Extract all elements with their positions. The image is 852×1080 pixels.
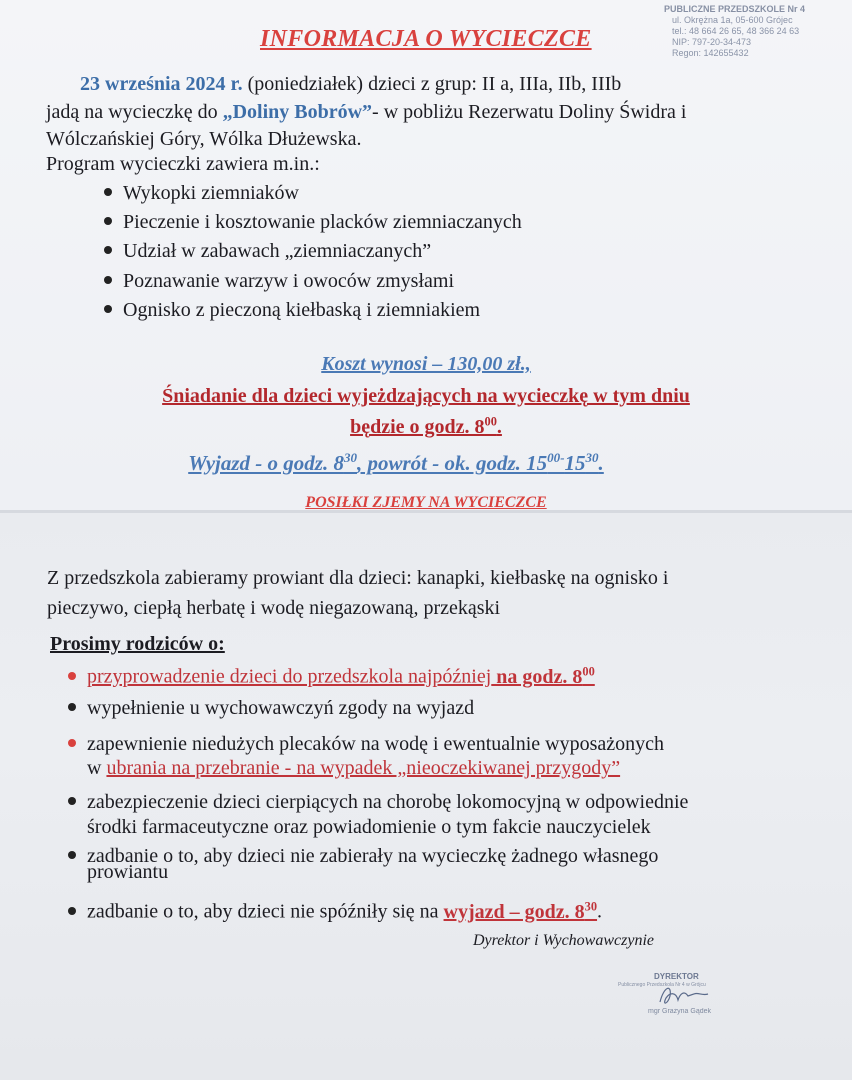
bullet-icon <box>68 739 76 747</box>
intro-line-1 <box>80 73 621 96</box>
cost-line <box>0 353 852 376</box>
stamp-title: PUBLICZNE PRZEDSZKOLE Nr 4 <box>664 4 806 14</box>
stamp-nip: NIP: 797-20-34-473 <box>672 37 752 47</box>
institution-stamp <box>664 4 852 59</box>
meals-text: POSIŁKI ZJEMY NA WYCIECZCE <box>305 494 547 511</box>
request-item: zapewnienie niedużych plecaków na wodę i ewentualnie wyposażonych <box>68 733 664 756</box>
program-item <box>104 299 480 322</box>
intro-line-3: Wólczańskiej Góry, Wólka Dłużewska. <box>46 128 362 150</box>
bullet-icon <box>68 672 76 680</box>
provisions-line-1: Z przedszkola zabieramy prowiant dla dzieci: kanapki, kiełbaskę na ognisko i <box>47 567 669 589</box>
meals-line <box>0 494 852 512</box>
program-heading: Program wycieczki zawiera m.in.: <box>46 153 320 175</box>
request-item: wypełnienie u wychowawczyń zgody na wyjazd <box>68 697 474 720</box>
bullet-icon <box>104 188 112 196</box>
stamp-address: ul. Okrężna 1a, 05-600 Grójec <box>672 15 793 25</box>
program-item-text: Poznawanie warzyw i owoców zmysłami <box>123 270 455 292</box>
intro-text-2b: - w pobliżu Rezerwatu Doliny Świdra i <box>372 101 687 123</box>
intro-text-2a: jadą na wycieczkę do <box>46 101 223 123</box>
intro-text-1: (poniedziałek) dzieci z grup: II a, IIIa, IIb, IIIb <box>242 73 622 95</box>
program-item <box>104 240 431 263</box>
seal-line-1: DYREKTOR <box>654 972 699 981</box>
parents-request-heading: Prosimy rodziców o: <box>50 633 225 655</box>
departure-text: Wyjazd - o godz. $8^{30}$, powrót - ok. godz. $15^{00-}15^{30}$. <box>188 450 604 475</box>
request-item-continuation: prowiantu <box>87 861 169 883</box>
bullet-icon <box>104 305 112 313</box>
director-seal <box>618 970 758 1022</box>
bullet-icon <box>104 217 112 225</box>
seal-line-2: Publicznego Przedszkola Nr 4 w Grójcu <box>618 982 706 988</box>
request-time: wyjazd – godz. $8^{30}$ <box>443 899 598 923</box>
departure-line <box>0 450 822 476</box>
breakfast-line-2 <box>0 414 852 439</box>
program-item-text: Pieczenie i kosztowanie placków ziemniaczanych <box>123 211 522 233</box>
bullet-icon <box>68 797 76 805</box>
signature-text: Dyrektor i Wychowawczynie <box>473 932 654 949</box>
request-time: na godz. $8^{00}$ <box>491 664 595 688</box>
bullet-icon <box>104 246 112 254</box>
program-item <box>104 211 522 234</box>
stamp-phone: tel.: 48 664 26 65, 48 366 24 63 <box>672 26 800 36</box>
page-title: INFORMACJA O WYCIECZCE <box>260 26 592 52</box>
handwritten-signature-icon <box>654 982 714 1010</box>
stamp-regon: Regon: 142655432 <box>672 48 749 58</box>
bullet-icon <box>68 703 76 711</box>
seal-line-3: mgr Grażyna Gądek <box>648 1008 712 1015</box>
request-item: zabezpieczenie dzieci cierpiących na chorobę lokomocyjną w odpowiednie <box>68 791 688 814</box>
cost-text: Koszt wynosi – 130,00 zł., <box>321 353 531 375</box>
request-item: zadbanie o to, aby dzieci nie zabierały na wycieczkę żadnego własnego <box>68 845 658 868</box>
request-item-continuation: w ubrania na przebranie - na wypadek „nieoczekiwanej przygody” <box>87 757 621 779</box>
breakfast-line-1 <box>0 385 852 408</box>
bullet-icon <box>68 851 76 859</box>
request-item-continuation: środki farmaceutyczne oraz powiadomienie o tym fakcie nauczycielek <box>87 816 651 838</box>
program-item-text: Udział w zabawach „ziemniaczanych” <box>123 240 432 262</box>
bullet-icon <box>104 276 112 284</box>
program-item-text: Wykopki ziemniaków <box>123 182 299 204</box>
provisions-line-2: pieczywo, ciepłą herbatę i wodę niegazowaną, przekąski <box>47 597 501 619</box>
request-item: przyprowadzenie dzieci do przedszkola najpóźniej na godz. $8^{00}$ <box>68 664 595 689</box>
bullet-icon <box>68 907 76 915</box>
trip-date: 23 września 2024 r. <box>80 73 243 95</box>
request-item: zadbanie o to, aby dzieci nie spóźniły się na wyjazd – godz. $8^{30}$. <box>68 899 602 924</box>
breakfast-text-1: Śniadanie dla dzieci wyjeżdzających na wycieczkę w tym dniu <box>162 385 690 407</box>
program-item <box>104 182 299 205</box>
intro-line-2 <box>46 101 686 124</box>
program-item <box>104 270 454 293</box>
program-item-text: Ognisko z pieczoną kiełbaską i ziemniakiem <box>123 299 481 321</box>
breakfast-text-2: będzie o godz. $8^{00}$. <box>350 414 502 438</box>
destination-name: „Doliny Bobrów” <box>222 101 373 123</box>
